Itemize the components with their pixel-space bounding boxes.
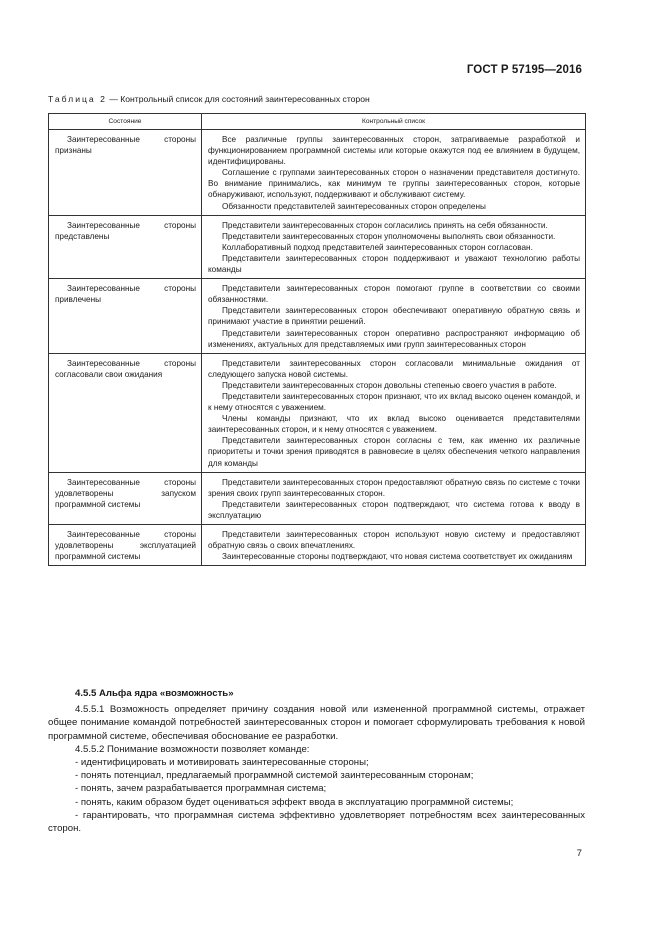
state-label: Заинтересованные стороны согласовали свои ожидания [55, 358, 196, 379]
section-heading: 4.5.5 Альфа ядра «возможность» [75, 688, 234, 699]
checklist-cell [202, 279, 586, 354]
state-cell [49, 472, 202, 524]
checklist-table [48, 113, 586, 566]
state-cell [49, 130, 202, 216]
checklist-item: Представители заинтересованных сторон используют новую систему и предоставляют обратную связь о своих впечатлениях. [208, 530, 580, 551]
checklist-cell [202, 525, 586, 566]
checklist-item: Представители заинтересованных сторон уполномочены выполнять свои обязанности. [222, 231, 556, 241]
checklist-item: Члены команды признают, что их вклад высоко оценивается представителями заинтересованных сторон, и к нему относятся с уважением. [208, 414, 580, 435]
checklist-cell [202, 215, 586, 278]
state-cell [49, 215, 202, 278]
state-label: Заинтересованные стороны привлечены [55, 284, 196, 305]
list-item: - понять, каким образом будет оцениваться эффект ввода в эксплуатацию программной системы; [75, 796, 514, 808]
column-header-checklist: Контрольный список [202, 114, 586, 130]
table-row [49, 353, 586, 472]
state-label: Заинтересованные стороны представлены [55, 220, 196, 241]
checklist-item: Представители заинтересованных сторон поддерживают и уважают технологию работы команды [208, 253, 580, 275]
table-row [49, 472, 586, 524]
checklist-item: Представители заинтересованных сторон признают, что их вклад высоко оценен командой, и к нему относятся с уважением. [208, 391, 580, 413]
table-caption-label: Таблица 2 [48, 94, 107, 104]
table-header-row [49, 114, 586, 130]
state-label: Заинтересованные стороны признаны [55, 135, 196, 156]
checklist-item: Коллаборативный подход представителей заинтересованных сторон согласован. [222, 242, 533, 252]
paragraph-4-5-5-1: 4.5.5.1 Возможность определяет причину создания новой или измененной программной системы, отражает общее понимание командой потребностей заинтересованных сторон и помогает сформулировать требования к новой программной системе, обеспечивая обоснование ее разработки. [48, 704, 585, 742]
checklist-item: Представители заинтересованных сторон подтверждают, что система готова к вводу в эксплуатацию [208, 499, 580, 520]
table-row [49, 525, 586, 566]
list-item: - идентифицировать и мотивировать заинтересованные стороны; [75, 757, 369, 769]
table-caption-text: — Контрольный список для состояний заинтересованных сторон [106, 94, 370, 104]
checklist-item: Представители заинтересованных сторон согласились принять на себя обязанности. [222, 220, 548, 230]
table-body [49, 130, 586, 566]
checklist-item: Представители заинтересованных сторон обеспечивают оперативную обратную связь и принимают участие в принятии решений. [208, 306, 580, 327]
page-number: 7 [576, 848, 582, 859]
table-row [49, 215, 586, 278]
table-row [49, 130, 586, 216]
checklist-cell [202, 472, 586, 524]
state-cell [49, 353, 202, 472]
document-code: ГОСТ Р 57195—2016 [466, 64, 582, 76]
paragraph-4-5-5-2: 4.5.5.2 Понимание возможности позволяет команде: [75, 743, 310, 755]
checklist-item: Представители заинтересованных сторон оперативно распространяют информацию об изменениях, актуальных для представляемых ими групп заинтересованных сторон [208, 328, 580, 349]
checklist-item: Соглашение с группами заинтересованных сторон о назначении представителя достигнуто. Во внимание принимались, как минимум те группы заинтересованных сторон, которые обнаруживают, используют, поддерживают и обслуживают систему. [208, 168, 580, 200]
list-item: - понять потенциал, предлагаемый программной системой заинтересованным сторонам; [75, 770, 474, 782]
checklist-item: Все различные группы заинтересованных сторон, затрагиваемые разработкой и функционированием программной системы или которые окажутся под ее влиянием в будущем, идентифицированы. [208, 135, 580, 167]
state-label: Заинтересованные стороны удовлетворены запуском программной системы [55, 477, 196, 509]
checklist-item: Представители заинтересованных сторон довольны степенью своего участия в работе. [222, 380, 557, 390]
checklist-cell [202, 130, 586, 216]
state-cell [49, 525, 202, 566]
section-4-5-5 [48, 687, 585, 835]
list-item: - понять, зачем разрабатывается программная система; [75, 783, 327, 795]
checklist-item: Заинтересованные стороны подтверждают, что новая система соответствует их ожиданиям [222, 552, 573, 562]
checklist-item: Представители заинтересованных сторон помогают группе в соответствии со своими обязанностями. [208, 284, 580, 305]
column-header-state: Состояние [49, 114, 202, 130]
table-caption [48, 94, 370, 104]
state-label: Заинтересованные стороны удовлетворены эксплуатацией программной системы [55, 530, 196, 562]
table-row [49, 279, 586, 354]
checklist-item: Представители заинтересованных сторон согласовали минимальные ожидания от следующего запуска новой системы. [208, 358, 580, 379]
list-item: - гарантировать, что программная система эффективно удовлетворяет потребностям всех заинтересованных сторон. [48, 809, 585, 835]
checklist-item: Представители заинтересованных сторон предоставляют обратную связь по системе с точки зрения своих групп заинтересованных сторон. [208, 477, 580, 498]
state-cell [49, 279, 202, 354]
checklist-cell [202, 353, 586, 472]
capabilities-list [48, 756, 585, 835]
checklist-item: Обязанности представителей заинтересованных сторон определены [222, 201, 486, 211]
checklist-item: Представители заинтересованных сторон согласны с тем, как именно их различные приоритеты и точки зрения приводятся в равновесие в целях обеспечения четкого направления для команды [208, 436, 580, 468]
